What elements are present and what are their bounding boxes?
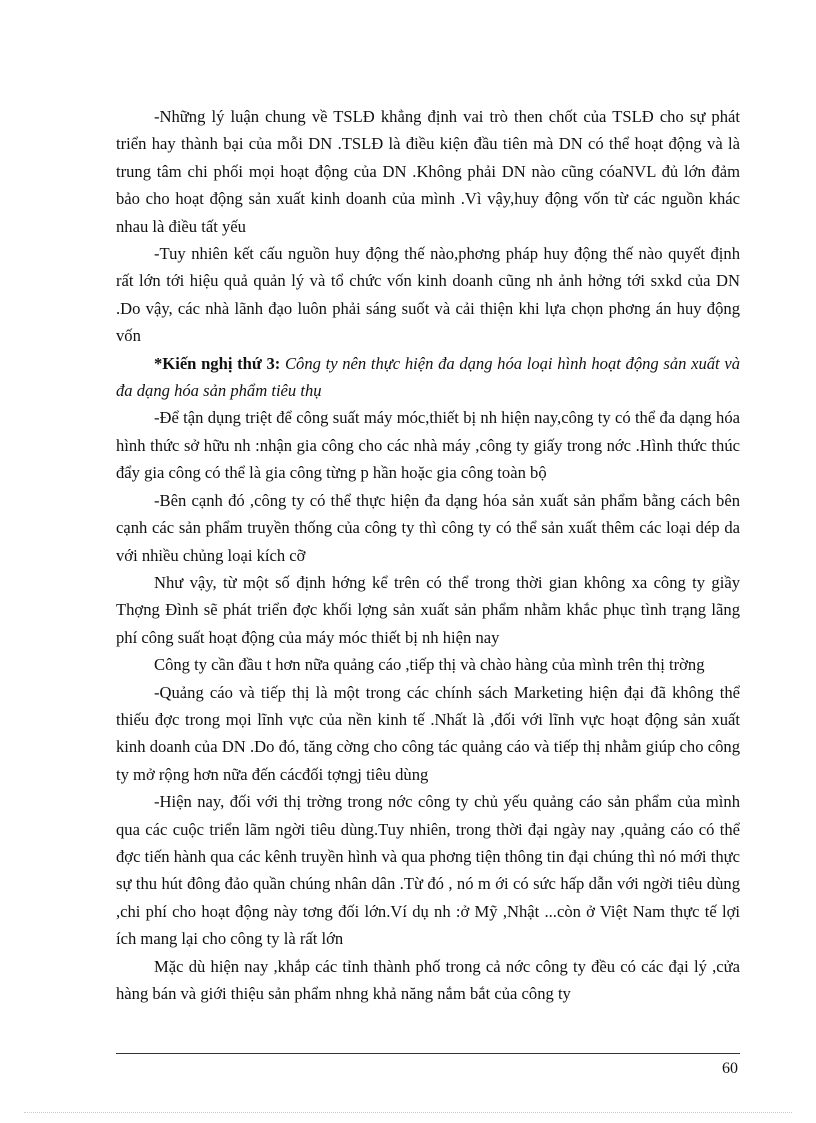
paragraph-6: Như vậy, từ một số định hớng kể trên có thể trong thời gian không xa công ty giầy Thợng Đình sẽ phát triển đợc khối lợng sản xuất sản phẩm nhằm khắc phục tình trạng lãng phí công suất hoạt động của máy móc thiết bị nh hiện nay — [116, 572, 740, 647]
paragraph-10: Mặc dù hiện nay ,khắp các tỉnh thành phố trong cả nớc công ty đều có các đại lý ,cửa hàng bán và giới thiệu sản phẩm nhng khả năng nắm bắt của công ty — [116, 956, 740, 1003]
paragraph-9: -Hiện nay, đối với thị trờng trong nớc công ty chủ yếu quảng cáo sản phẩm của mình qua các cuộc triển lãm ngời tiêu dùng.Tuy nhiên, trong thời đại ngày nay ,quảng cáo có thể đợc tiến hành qua các kênh truyền hình và qua phơng tiện thông tin đại chúng thì nó mới thực sự thu hút đông đảo quần chúng nhân dân .Từ đó , nó m ới có sức hấp dẫn với ngời tiêu dùng ,chi phí cho hoạt động này tơng đối lớn.Ví dụ nh :ở Mỹ ,Nhật ...còn ở Việt Nam thực tế lợi ích mang lại cho công ty là rất lớn — [116, 792, 740, 949]
body-text — [116, 103, 740, 1007]
footer-divider — [116, 1053, 740, 1054]
paragraph-8: -Quảng cáo và tiếp thị là một trong các chính sách Marketing hiện đại đã không thể thiếu đợc trong mọi lĩnh vực của nền kinh tế .Nhất là ,đối với lĩnh vực hoạt động sản xuất kinh doanh của DN .Do đó, tăng cờng cho công tác quảng cáo và tiếp thị nhằm giúp cho công ty mở rộng hơn nữa đến cácđối tợngj tiêu dùng — [116, 682, 740, 784]
paragraph-4: -Để tận dụng triệt để công suất máy móc,thiết bị nh hiện nay,công ty có thể đa dạng hóa hình thức sở hữu nh :nhận gia công cho các nhà máy ,công ty giấy trong nớc .Hình thức thúc đẩy gia công có thể là gia công từng p hần hoặc gia công toàn bộ — [116, 408, 740, 483]
paragraph-2: -Tuy nhiên kết cấu nguồn huy động thế nào,phơng pháp huy động thế nào quyết định rất lớn tới hiệu quả quản lý và tổ chức vốn kinh doanh cũng nh ảnh hởng tới sxkd của DN .Do vậy, các nhà lãnh đạo luôn phải sáng suốt và cải thiện khi lựa chọn phơng án huy động vốn — [116, 244, 740, 346]
paragraph-5: -Bên cạnh đó ,công ty có thể thực hiện đa dạng hóa sản xuất sản phẩm bằng cách bên cạnh các sản phẩm truyền thống của công ty thì công ty có thể sản xuất thêm các loại dép da với nhiều chủng loại kích cỡ — [116, 490, 740, 565]
recommendation-text: Công ty nên thực hiện đa dạng hóa loại hình hoạt động sản xuất và đa dạng hóa sản phẩm tiêu thụ — [116, 353, 740, 401]
paragraph-7: Công ty cần đầu t hơn nữa quảng cáo ,tiếp thị và chào hàng của mình trên thị trờng — [154, 655, 705, 675]
recommendation-label: *Kiến nghị thứ 3: — [154, 353, 285, 373]
recommendation-3-heading — [116, 350, 740, 405]
page-number: 60 — [722, 1060, 738, 1077]
page-edge-dotted-line — [24, 1112, 792, 1113]
paragraph-1: -Những lý luận chung về TSLĐ khẳng định vai trò then chốt của TSLĐ cho sự phát triển hay thành bại của mỗi DN .TSLĐ là điều kiện đầu tiên mà DN có thể hoạt động và là trung tâm chi phối mọi hoạt động của DN .Không phải DN nào cũng cóaNVL đủ lớn đảm bảo cho hoạt động sản xuất kinh doanh của mình .Vì vậy,huy động vốn từ các nguồn khác nhau là điều tất yếu — [116, 107, 740, 236]
